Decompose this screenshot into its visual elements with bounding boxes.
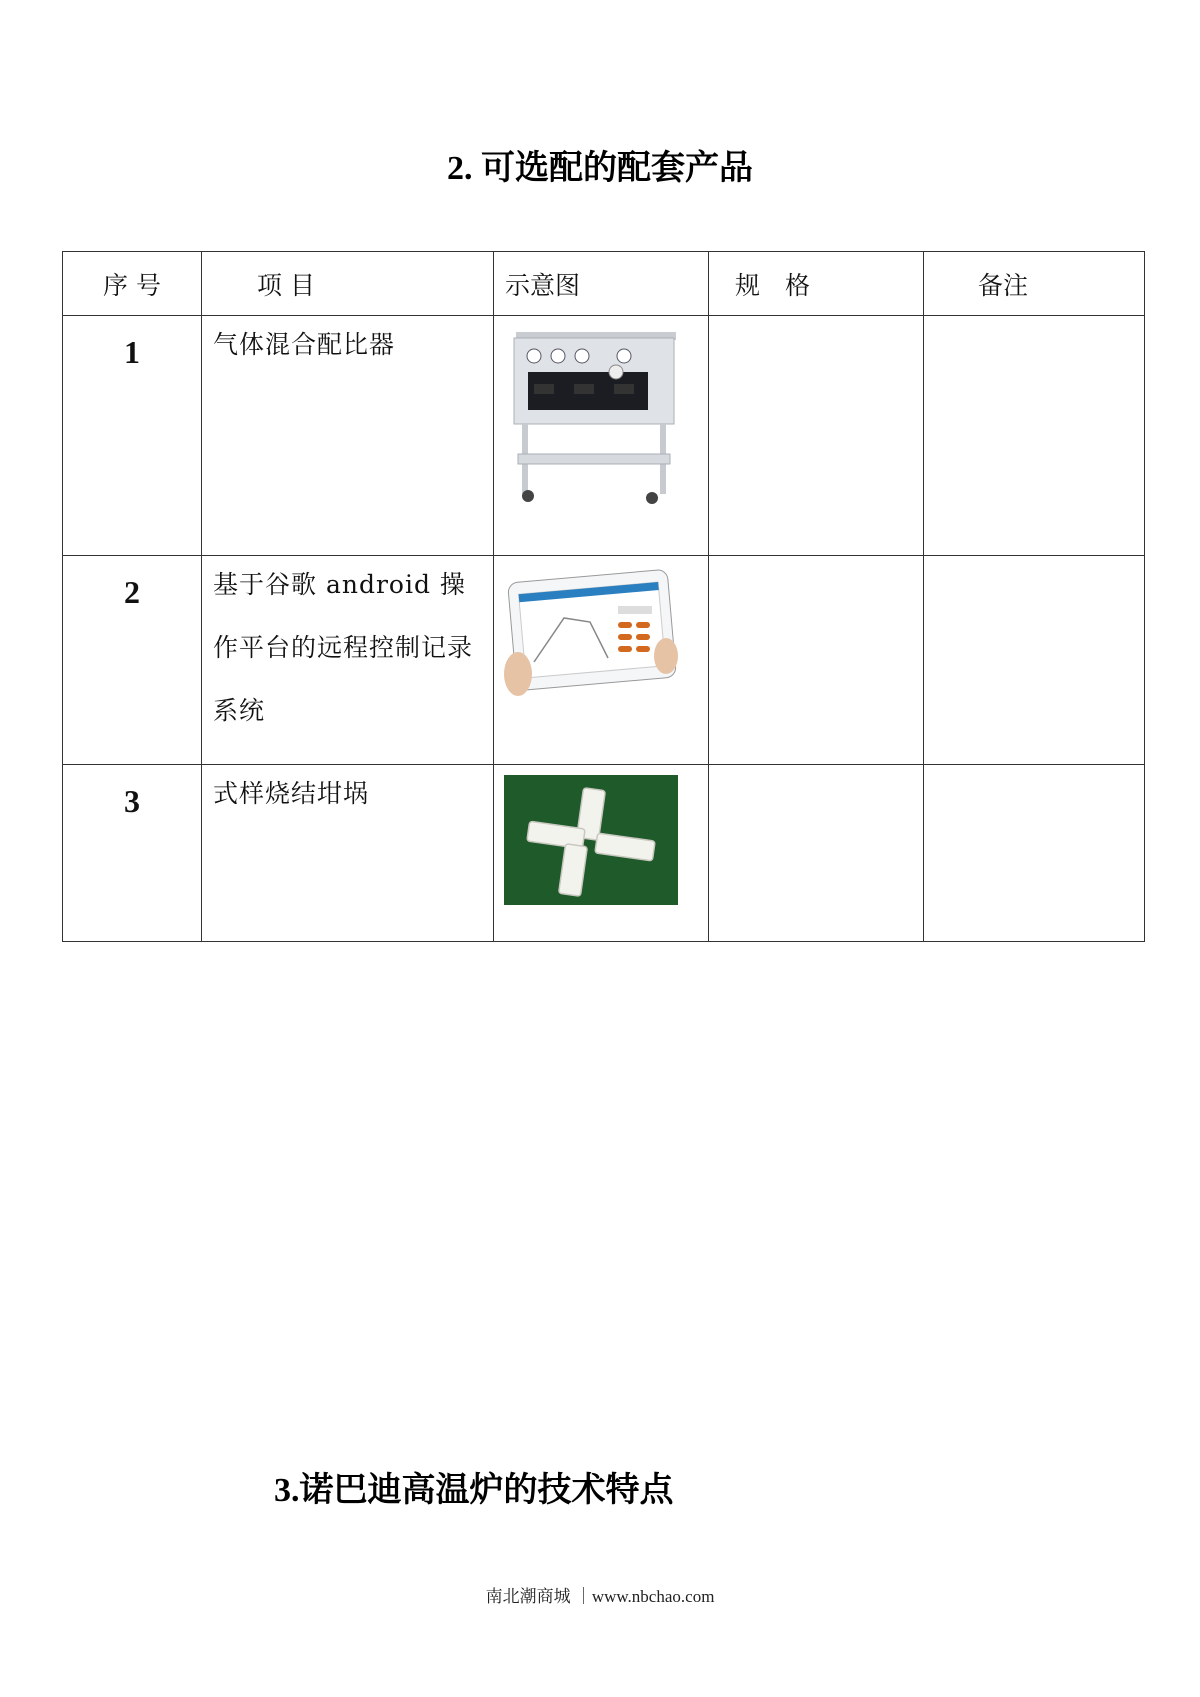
item-name: 气体混合配比器	[202, 316, 494, 556]
row-number: 2	[63, 556, 202, 765]
header-diagram: 示意图	[494, 252, 709, 316]
section-3-title: 3.诺巴迪高温炉的技术特点	[274, 1472, 674, 1509]
accessory-table	[62, 251, 1145, 942]
note-cell	[924, 765, 1145, 942]
item-name: 基于谷歌 android 操作平台的远程控制记录系统	[202, 556, 494, 765]
table-row	[63, 316, 1145, 556]
header-spec: 规 格	[709, 252, 924, 316]
note-cell	[924, 556, 1145, 765]
spec-cell	[709, 765, 924, 942]
crucible-image	[504, 775, 678, 905]
spec-cell	[709, 556, 924, 765]
row-number: 1	[63, 316, 202, 556]
note-cell	[924, 316, 1145, 556]
header-note: 备注	[924, 252, 1145, 316]
header-item: 项 目	[202, 252, 494, 316]
diagram-cell	[494, 765, 709, 942]
gas-mixer-image	[504, 326, 680, 506]
spec-cell	[709, 316, 924, 556]
item-name: 式样烧结坩埚	[202, 765, 494, 942]
table-row	[63, 765, 1145, 942]
diagram-cell	[494, 556, 709, 765]
row-number: 3	[63, 765, 202, 942]
section-2-title: 2. 可选配的配套产品	[447, 150, 753, 187]
table-header-row	[63, 252, 1145, 316]
footer-site[interactable]: 南北潮商城 ｜www.nbchao.com	[485, 1587, 715, 1606]
table-row	[63, 556, 1145, 765]
header-seq: 序 号	[63, 252, 202, 316]
tablet-image	[504, 566, 680, 706]
diagram-cell	[494, 316, 709, 556]
